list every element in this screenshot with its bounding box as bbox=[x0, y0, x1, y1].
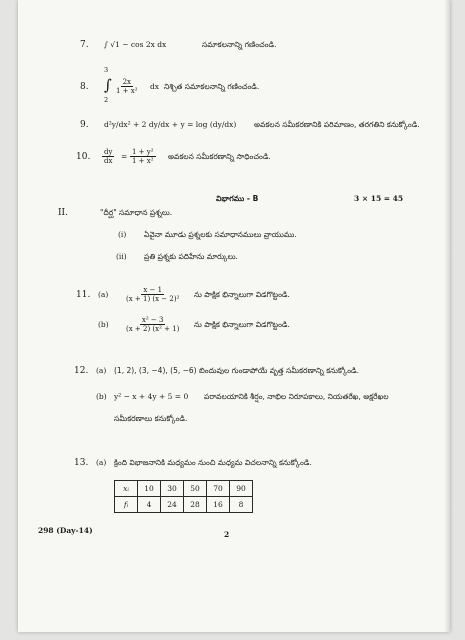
question-12a-text: (1, 2), (3, −4), (5, −6) బిందువుల గుండాపోయే వృత్త సమీకరణాన్ని కనుక్కోండి. bbox=[114, 366, 359, 375]
question-8-lower-limit: 2 bbox=[104, 96, 109, 104]
table-cell: 4 bbox=[138, 497, 161, 513]
question-8-fraction: $\frac{2x}{\text{1 + x²}}$ bbox=[116, 78, 138, 95]
question-11b-label: (b) bbox=[98, 320, 109, 329]
question-13a-text: క్రింది విభాజనానికి మధ్యమం నుంచి మధ్యమ విచలనాన్ని కనుక్కోండి. bbox=[114, 458, 312, 467]
table-cell: xᵢ bbox=[115, 481, 138, 497]
question-8-number: 8. bbox=[80, 82, 89, 92]
frequency-table bbox=[114, 480, 253, 513]
question-10-instruction: అవకలన సమీకరణాన్ని సాధించండి. bbox=[168, 152, 271, 161]
table-cell: 10 bbox=[138, 481, 161, 497]
question-11-number: 11. bbox=[76, 290, 91, 300]
rule-1-text: ఏవైనా మూడు ప్రశ్నలకు సమాధానములు వ్రాయుము. bbox=[144, 230, 297, 239]
question-12b-text: పరావలయానికి శీర్షం, నాభిల నిరూపకాలు, నియతరేఖ, అక్షరేఖల bbox=[204, 392, 389, 401]
question-12a-label: (a) bbox=[96, 366, 107, 375]
section-heading: "దీర్ఘ" సమాధాన ప్రశ్నలు. bbox=[100, 208, 173, 217]
page-edge bbox=[444, 0, 450, 632]
table-cell: 8 bbox=[230, 497, 253, 513]
table-cell: 16 bbox=[207, 497, 230, 513]
table-row-x bbox=[115, 481, 253, 497]
question-9-equation: d²y/dx² + 2 dy/dx + y = log (dy/dx) bbox=[104, 120, 237, 129]
question-8-upper-limit: 3 bbox=[104, 66, 109, 74]
question-10-rhs: $\frac{\text{1 + y²}}{\text{1 + x²}}$ bbox=[132, 148, 154, 165]
section-roman-number: II. bbox=[58, 208, 68, 218]
page-number: 2 bbox=[224, 530, 230, 539]
section-title: విభాగము - B bbox=[216, 194, 259, 203]
question-12b-equation: y² − x + 4y + 5 = 0 bbox=[114, 392, 189, 401]
question-8-dx: dx bbox=[150, 82, 160, 91]
table-cell: fᵢ bbox=[115, 497, 138, 513]
question-7-number: 7. bbox=[80, 40, 89, 50]
question-8-instruction: నిశ్చిత సమాకలనాన్ని గణించండి. bbox=[164, 82, 260, 91]
question-10-lhs: $\frac{dy}{dx}$ bbox=[104, 148, 113, 165]
question-13a-label: (a) bbox=[96, 458, 107, 467]
question-11b-text: ను పాక్షిక భిన్నాలుగా విడగొట్టండి. bbox=[194, 320, 290, 329]
question-9-instruction: అవకలన సమీకరణానికి పరిమాణం, తరగతిని కనుక్కోండి. bbox=[254, 120, 420, 129]
question-11b-fraction: $\frac{\text{x² − 3}}{\text{(x + 2) (x² + 1)}}$ bbox=[126, 316, 180, 333]
table-cell: 30 bbox=[161, 481, 184, 497]
question-13-number: 13. bbox=[74, 458, 89, 468]
table-cell: 70 bbox=[207, 481, 230, 497]
rule-1-label: (i) bbox=[118, 230, 127, 239]
question-7-integral: ∫ √1 − cos 2x dx bbox=[104, 40, 167, 49]
section-marks: 3 × 15 = 45 bbox=[354, 194, 404, 203]
question-12-number: 12. bbox=[74, 366, 89, 376]
footer-code: 298 (Day-14) bbox=[38, 526, 93, 535]
rule-2-label: (ii) bbox=[116, 252, 127, 261]
table-cell: 90 bbox=[230, 481, 253, 497]
table-row-f bbox=[115, 497, 253, 513]
question-11a-text: ను పాక్షిక భిన్నాలుగా విడగొట్టండి. bbox=[194, 290, 290, 299]
question-7-instruction: సమాకలనాన్ని గణించండి. bbox=[202, 40, 277, 49]
question-10-equals: = bbox=[121, 152, 128, 161]
exam-page bbox=[18, 0, 450, 632]
question-10-number: 10. bbox=[76, 152, 91, 162]
question-9-number: 9. bbox=[80, 120, 89, 130]
rule-2-text: ప్రతి ప్రశ్నకు పదిహేను మార్కులు. bbox=[144, 252, 238, 261]
table-cell: 50 bbox=[184, 481, 207, 497]
table-cell: 24 bbox=[161, 497, 184, 513]
table-cell: 28 bbox=[184, 497, 207, 513]
question-8-integral-sign: ∫ bbox=[104, 76, 112, 94]
question-11a-label: (a) bbox=[98, 290, 109, 299]
question-12b-text-continued: సమీకరణాలు కనుక్కోండి. bbox=[114, 414, 188, 423]
question-11a-fraction: $\frac{x - 1}{\text{(x + 1) (x − 2)²}}$ bbox=[126, 286, 180, 303]
question-12b-label: (b) bbox=[96, 392, 107, 401]
